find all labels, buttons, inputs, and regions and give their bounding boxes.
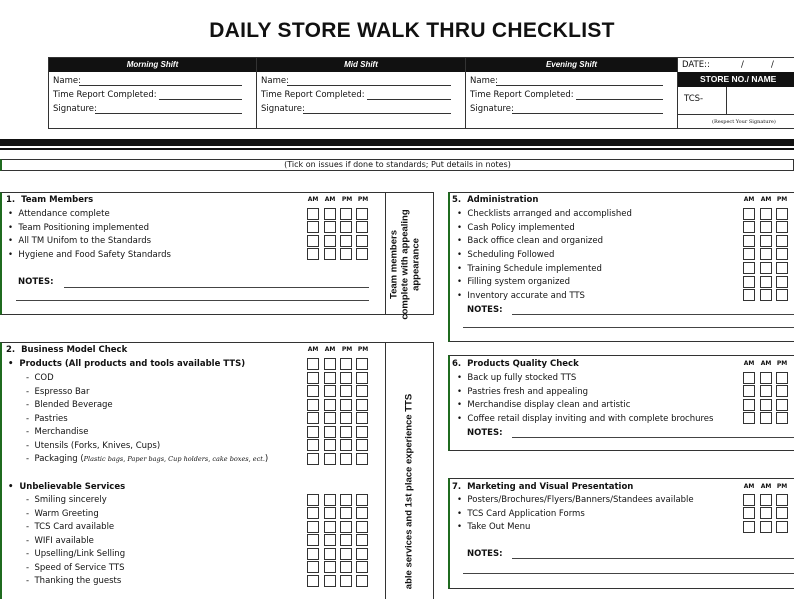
checkbox[interactable] [307, 235, 319, 247]
divider-band [0, 139, 794, 146]
checkbox[interactable] [776, 494, 788, 506]
checkbox[interactable] [356, 248, 368, 260]
checklist-item: • Scheduling Followed [457, 250, 555, 260]
section-title: 7. Marketing and Visual Presentation [452, 482, 634, 492]
checkbox[interactable] [760, 208, 772, 220]
subsection-title: • Products (All products and tools available TTS) [8, 359, 246, 369]
checkbox[interactable] [340, 453, 352, 465]
checklist-item: - COD [26, 373, 54, 383]
checkbox[interactable] [356, 385, 368, 397]
checkbox[interactable] [776, 208, 788, 220]
checkbox[interactable] [760, 221, 772, 233]
checkbox[interactable] [743, 221, 755, 233]
checkbox[interactable] [324, 561, 336, 573]
am-header: AM [760, 196, 772, 203]
checkbox[interactable] [743, 208, 755, 220]
checklist-item: • Back office clean and organized [457, 236, 604, 246]
checkbox[interactable] [356, 494, 368, 506]
checkbox[interactable] [776, 521, 788, 533]
shift-header: Mid Shift [257, 58, 465, 72]
checkbox[interactable] [760, 248, 772, 260]
checkbox[interactable] [340, 521, 352, 533]
checkbox[interactable] [743, 276, 755, 288]
pm-header: PM [357, 346, 369, 353]
checkbox[interactable] [307, 494, 319, 506]
checkbox[interactable] [356, 208, 368, 220]
checkbox[interactable] [340, 221, 352, 233]
checklist-item: • Posters/Brochures/Flyers/Banners/Standees available [457, 495, 694, 505]
checkbox[interactable] [340, 548, 352, 560]
notes-line[interactable] [463, 573, 794, 574]
checkbox[interactable] [340, 534, 352, 546]
checkbox[interactable] [776, 221, 788, 233]
page-title: DAILY STORE WALK THRU CHECKLIST [209, 19, 615, 42]
checkbox[interactable] [324, 248, 336, 260]
checkbox[interactable] [340, 385, 352, 397]
pm-header: PM [776, 360, 788, 367]
checkbox[interactable] [743, 385, 755, 397]
checkbox[interactable] [340, 412, 352, 424]
checkbox[interactable] [324, 372, 336, 384]
checklist-item: - Warm Greeting [26, 509, 99, 519]
checkbox[interactable] [776, 248, 788, 260]
checkbox[interactable] [307, 248, 319, 260]
checklist-item: - WIFI available [26, 536, 94, 546]
checklist-item: • Inventory accurate and TTS [457, 291, 585, 301]
checkbox[interactable] [356, 221, 368, 233]
checkbox[interactable] [776, 507, 788, 519]
notes-label: NOTES: [467, 305, 503, 315]
am-header: AM [760, 483, 772, 490]
checklist-item: - Upselling/Link Selling [26, 549, 126, 559]
checkbox[interactable] [307, 561, 319, 573]
checkbox[interactable] [324, 358, 336, 370]
checkbox[interactable] [356, 439, 368, 451]
am-header: AM [324, 196, 336, 203]
checkbox[interactable] [307, 399, 319, 411]
checkbox[interactable] [340, 372, 352, 384]
checkbox[interactable] [356, 372, 368, 384]
checkbox[interactable] [356, 358, 368, 370]
checkbox[interactable] [760, 385, 772, 397]
checklist-item: • Pastries fresh and appealing [457, 387, 589, 397]
shift-name-field[interactable]: Name: [49, 74, 256, 88]
checkbox[interactable] [324, 548, 336, 560]
checklist-item: - Pastries [26, 414, 68, 424]
checkbox[interactable] [743, 262, 755, 274]
checkbox[interactable] [743, 248, 755, 260]
checkbox[interactable] [356, 235, 368, 247]
am-header: AM [760, 360, 772, 367]
checkbox[interactable] [743, 372, 755, 384]
checkbox[interactable] [340, 439, 352, 451]
pm-header: PM [776, 196, 788, 203]
checkbox[interactable] [340, 358, 352, 370]
checkbox[interactable] [307, 412, 319, 424]
checkbox[interactable] [760, 372, 772, 384]
checkbox[interactable] [307, 548, 319, 560]
am-header: AM [743, 360, 755, 367]
checkbox[interactable] [760, 521, 772, 533]
checkbox[interactable] [356, 412, 368, 424]
checkbox[interactable] [760, 399, 772, 411]
divider-band-thin [0, 148, 794, 150]
checkbox[interactable] [324, 453, 336, 465]
business-model-section [0, 342, 434, 599]
checkbox[interactable] [760, 262, 772, 274]
checkbox[interactable] [307, 534, 319, 546]
checkbox[interactable] [776, 289, 788, 301]
checkbox[interactable] [307, 426, 319, 438]
checkbox[interactable] [340, 248, 352, 260]
checkbox[interactable] [324, 235, 336, 247]
checkbox[interactable] [776, 412, 788, 424]
section-title: 2. Business Model Check [6, 345, 128, 355]
notes-line[interactable] [512, 437, 794, 438]
shift-time-field[interactable]: Time Report Completed: [466, 88, 677, 102]
checklist-item: • Coffee retail display inviting and with complete brochures [457, 414, 714, 424]
checklist-item: - TCS Card available [26, 522, 115, 532]
checkbox[interactable] [307, 208, 319, 220]
checkbox[interactable] [324, 575, 336, 587]
checklist-item: • Team Positioning implemented [8, 223, 150, 233]
checkbox[interactable] [340, 575, 352, 587]
pm-header: PM [776, 483, 788, 490]
team-side-label: Team members complete with appealing appearance [388, 209, 422, 320]
checkbox[interactable] [760, 276, 772, 288]
checkbox[interactable] [324, 439, 336, 451]
checkbox[interactable] [776, 276, 788, 288]
shift-signature-field[interactable]: Signature: [49, 102, 256, 116]
checkbox[interactable] [760, 412, 772, 424]
checkbox[interactable] [743, 507, 755, 519]
checkbox[interactable] [356, 399, 368, 411]
shift-signature-field[interactable]: Signature: [257, 102, 465, 116]
am-header: AM [307, 196, 319, 203]
checkbox[interactable] [340, 208, 352, 220]
am-header: AM [743, 196, 755, 203]
shift-time-field[interactable]: Time Report Completed: [49, 88, 256, 102]
checkbox[interactable] [307, 372, 319, 384]
checkbox[interactable] [760, 507, 772, 519]
checkbox[interactable] [324, 521, 336, 533]
checkbox[interactable] [324, 385, 336, 397]
pm-header: PM [341, 346, 353, 353]
checklist-item: - Utensils (Forks, Knives, Cups) [26, 441, 161, 451]
checkbox[interactable] [760, 289, 772, 301]
checkbox[interactable] [307, 221, 319, 233]
notes-line[interactable] [463, 327, 794, 328]
section-title: 6. Products Quality Check [452, 359, 579, 369]
checkbox[interactable] [760, 235, 772, 247]
am-header: AM [324, 346, 336, 353]
checkbox[interactable] [307, 439, 319, 451]
checklist-item: • All TM Unifom to the Standards [8, 236, 152, 246]
checklist-item: • Filling system organized [457, 277, 571, 287]
shift-header: Evening Shift [466, 58, 677, 72]
pm-header: PM [357, 196, 369, 203]
checkbox[interactable] [324, 507, 336, 519]
business-side-label: able services and 1st place experience TTS [403, 393, 415, 590]
tcs-field[interactable]: TCS- [678, 87, 794, 115]
checkbox[interactable] [324, 494, 336, 506]
checkbox[interactable] [356, 534, 368, 546]
am-header: AM [307, 346, 319, 353]
signature-hint: (Respect Your Signature) [712, 119, 776, 125]
shift-header: Morning Shift [49, 58, 256, 72]
shift-signature-field[interactable]: Signature: [466, 102, 677, 116]
shift-time-field[interactable]: Time Report Completed: [257, 88, 465, 102]
notes-line[interactable] [64, 287, 369, 288]
checklist-item: • Take Out Menu [457, 522, 531, 532]
checkbox[interactable] [340, 561, 352, 573]
checkbox[interactable] [340, 507, 352, 519]
checkbox[interactable] [776, 372, 788, 384]
date-store-box [677, 57, 794, 129]
checkbox[interactable] [356, 507, 368, 519]
checkbox[interactable] [356, 548, 368, 560]
mid-shift-box [256, 57, 466, 129]
checkbox[interactable] [356, 575, 368, 587]
checklist-item: - Blended Beverage [26, 400, 113, 410]
checkbox[interactable] [743, 494, 755, 506]
checkbox[interactable] [340, 235, 352, 247]
checkbox[interactable] [760, 494, 772, 506]
subsection-title: • Unbelievable Services [8, 482, 126, 492]
notes-label: NOTES: [467, 549, 503, 559]
notes-label: NOTES: [18, 277, 54, 287]
morning-shift-box [48, 57, 257, 129]
checklist-item: - Merchandise [26, 427, 89, 437]
checkbox[interactable] [340, 494, 352, 506]
checkbox[interactable] [776, 262, 788, 274]
checklist-item: • Back up fully stocked TTS [457, 373, 577, 383]
checkbox[interactable] [743, 399, 755, 411]
checklist-item: - Espresso Bar [26, 387, 90, 397]
checkbox[interactable] [307, 521, 319, 533]
notes-label: NOTES: [467, 428, 503, 438]
checkbox[interactable] [776, 235, 788, 247]
store-number-header: STORE NO./ NAME [678, 72, 794, 87]
checkbox[interactable] [324, 399, 336, 411]
date-field[interactable]: DATE:: / / [682, 60, 774, 70]
checkbox[interactable] [324, 221, 336, 233]
checklist-item: • Cash Policy implemented [457, 223, 575, 233]
checkbox[interactable] [356, 561, 368, 573]
checkbox[interactable] [743, 235, 755, 247]
notes-line[interactable] [512, 314, 794, 315]
checkbox[interactable] [307, 575, 319, 587]
checkbox[interactable] [776, 385, 788, 397]
shift-name-field[interactable]: Name: [466, 74, 677, 88]
evening-shift-box [465, 57, 678, 129]
section-title: 1. Team Members [6, 195, 94, 205]
checkbox[interactable] [743, 412, 755, 424]
checklist-item: - Speed of Service TTS [26, 563, 125, 573]
checkbox[interactable] [743, 521, 755, 533]
notes-line[interactable] [16, 300, 369, 301]
checkbox[interactable] [307, 358, 319, 370]
checkbox[interactable] [307, 385, 319, 397]
checklist-item: - Thanking the guests [26, 576, 122, 586]
checkbox[interactable] [324, 426, 336, 438]
checkbox[interactable] [356, 521, 368, 533]
checkbox[interactable] [307, 507, 319, 519]
checkbox[interactable] [324, 412, 336, 424]
checklist-item: - Packaging (Plastic bags, Paper bags, Cup holders, cake boxes, ect.) [26, 454, 269, 464]
checklist-item: • TCS Card Application Forms [457, 509, 585, 519]
shift-name-field[interactable]: Name: [257, 74, 465, 88]
checkbox[interactable] [340, 399, 352, 411]
checkbox[interactable] [340, 426, 352, 438]
checklist-item: - Smiling sincerely [26, 495, 107, 505]
checkbox[interactable] [356, 426, 368, 438]
checklist-item: • Checklists arranged and accomplished [457, 209, 632, 219]
pm-header: PM [341, 196, 353, 203]
checklist-item: • Training Schedule implemented [457, 264, 602, 274]
checkbox[interactable] [776, 399, 788, 411]
checkbox[interactable] [307, 453, 319, 465]
notes-line[interactable] [512, 558, 794, 559]
checkbox[interactable] [324, 534, 336, 546]
checkbox[interactable] [324, 208, 336, 220]
checklist-item: • Attendance complete [8, 209, 110, 219]
checkbox[interactable] [743, 289, 755, 301]
section-title: 5. Administration [452, 195, 539, 205]
instruction-note: (Tick on issues if done to standards; Put details in notes) [0, 159, 794, 171]
checklist-item: • Hygiene and Food Safety Standards [8, 250, 171, 260]
am-header: AM [743, 483, 755, 490]
checklist-item: • Merchandise display clean and artistic [457, 400, 631, 410]
checkbox[interactable] [356, 453, 368, 465]
